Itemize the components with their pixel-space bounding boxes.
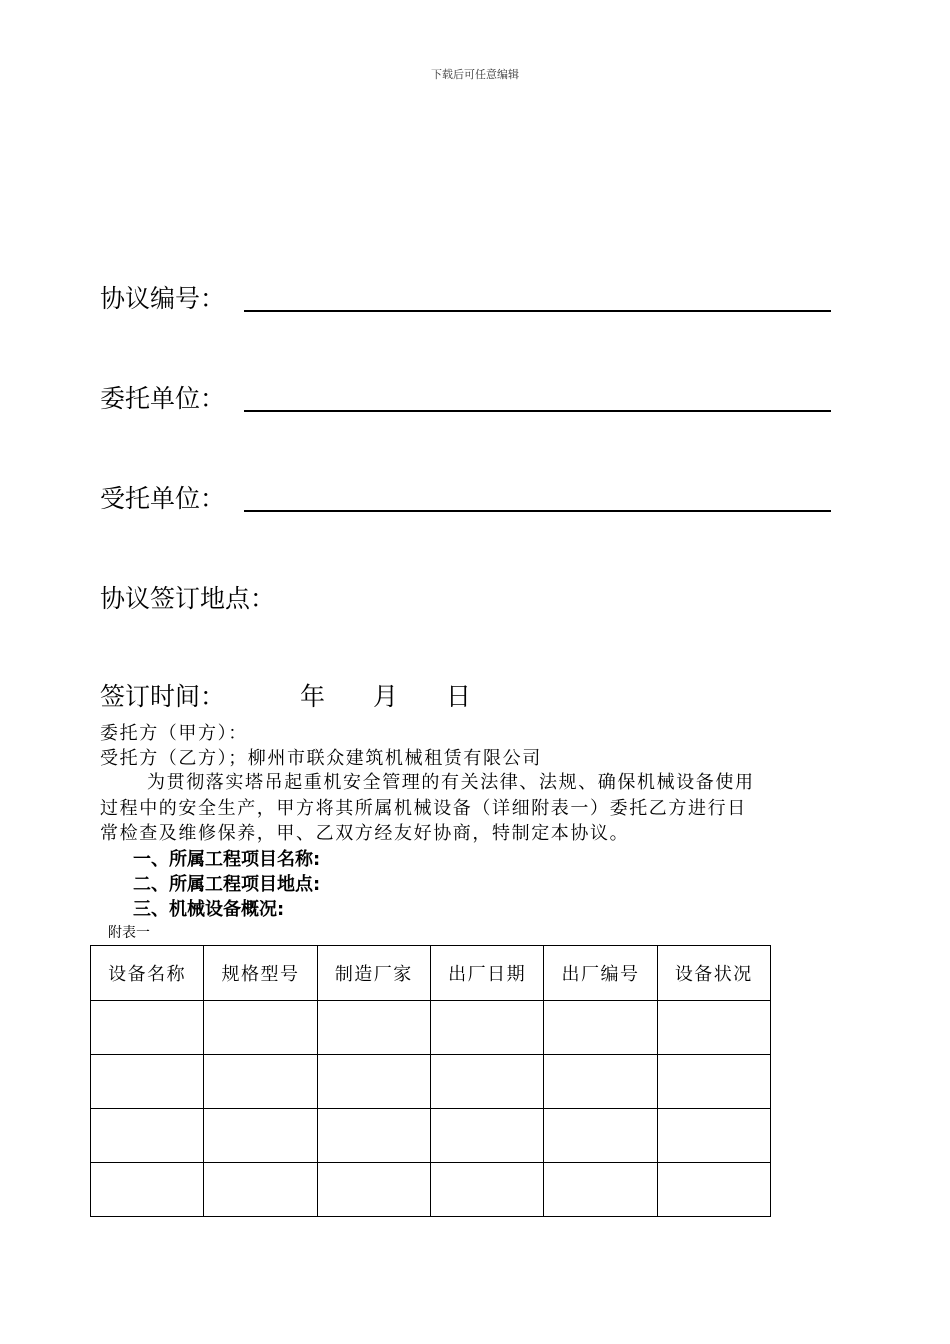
table-cell[interactable] (430, 1055, 543, 1109)
table-cell[interactable] (430, 1109, 543, 1163)
table-cell[interactable] (204, 1055, 317, 1109)
table-row (91, 1055, 771, 1109)
table-row (91, 1163, 771, 1217)
table-row (91, 1109, 771, 1163)
table-cell[interactable] (544, 1109, 657, 1163)
table-cell[interactable] (317, 1109, 430, 1163)
table-cell[interactable] (544, 1163, 657, 1217)
table-cell[interactable] (430, 1001, 543, 1055)
header-cell: 出厂日期 (430, 946, 543, 1001)
party-a-line: 委托方（甲方）： (100, 723, 248, 744)
table-cell[interactable] (544, 1001, 657, 1055)
party-b-line: 受托方（乙方）；柳州市联众建筑机械租赁有限公司 (100, 748, 542, 769)
header-note: 下载后可任意编辑 (431, 68, 519, 81)
table-cell[interactable] (657, 1001, 770, 1055)
table-cell[interactable] (317, 1163, 430, 1217)
table-cell[interactable] (430, 1163, 543, 1217)
table-cell[interactable] (204, 1109, 317, 1163)
section-1-heading: 一、所属工程项目名称: (133, 849, 321, 870)
table-cell[interactable] (317, 1055, 430, 1109)
table-cell[interactable] (91, 1109, 204, 1163)
table-cell[interactable] (657, 1109, 770, 1163)
section-3-heading: 三、机械设备概况: (133, 899, 285, 920)
contractor-label: 受托单位： (100, 484, 226, 513)
client-label: 委托单位： (100, 384, 226, 413)
table-cell[interactable] (91, 1163, 204, 1217)
equipment-table (90, 945, 771, 1217)
preamble-line-2: 过程中的安全生产，甲方将其所属机械设备（详细附表一）委托乙方进行日 (100, 798, 747, 819)
header-cell: 出厂编号 (544, 946, 657, 1001)
header-cell: 设备状况 (657, 946, 770, 1001)
month-label: 月 (373, 682, 399, 711)
contractor-field[interactable] (244, 510, 831, 512)
header-cell: 制造厂家 (317, 946, 430, 1001)
year-label: 年 (300, 682, 326, 711)
table-cell[interactable] (657, 1055, 770, 1109)
table-cell[interactable] (91, 1055, 204, 1109)
client-field[interactable] (244, 410, 831, 412)
header-cell: 设备名称 (91, 946, 204, 1001)
section-2-heading: 二、所属工程项目地点: (133, 874, 321, 895)
signing-place-label: 协议签订地点： (100, 584, 276, 613)
table-row (91, 1001, 771, 1055)
preamble-line-3: 常检查及维修保养，甲、乙双方经友好协商，特制定本协议。 (100, 823, 630, 844)
day-label: 日 (446, 682, 472, 711)
table-cell[interactable] (657, 1163, 770, 1217)
table-cell[interactable] (91, 1001, 204, 1055)
agreement-no-label: 协议编号： (100, 284, 226, 313)
table-caption: 附表一 (108, 925, 150, 941)
header-cell: 规格型号 (204, 946, 317, 1001)
table-cell[interactable] (544, 1055, 657, 1109)
table-header-row (91, 946, 771, 1001)
preamble-line-1: 为贯彻落实塔吊起重机安全管理的有关法律、法规、确保机械设备使用 (147, 772, 755, 793)
signing-time-label: 签订时间： (100, 682, 226, 711)
agreement-no-field[interactable] (244, 310, 831, 312)
table-cell[interactable] (317, 1001, 430, 1055)
table-cell[interactable] (204, 1163, 317, 1217)
table-cell[interactable] (204, 1001, 317, 1055)
